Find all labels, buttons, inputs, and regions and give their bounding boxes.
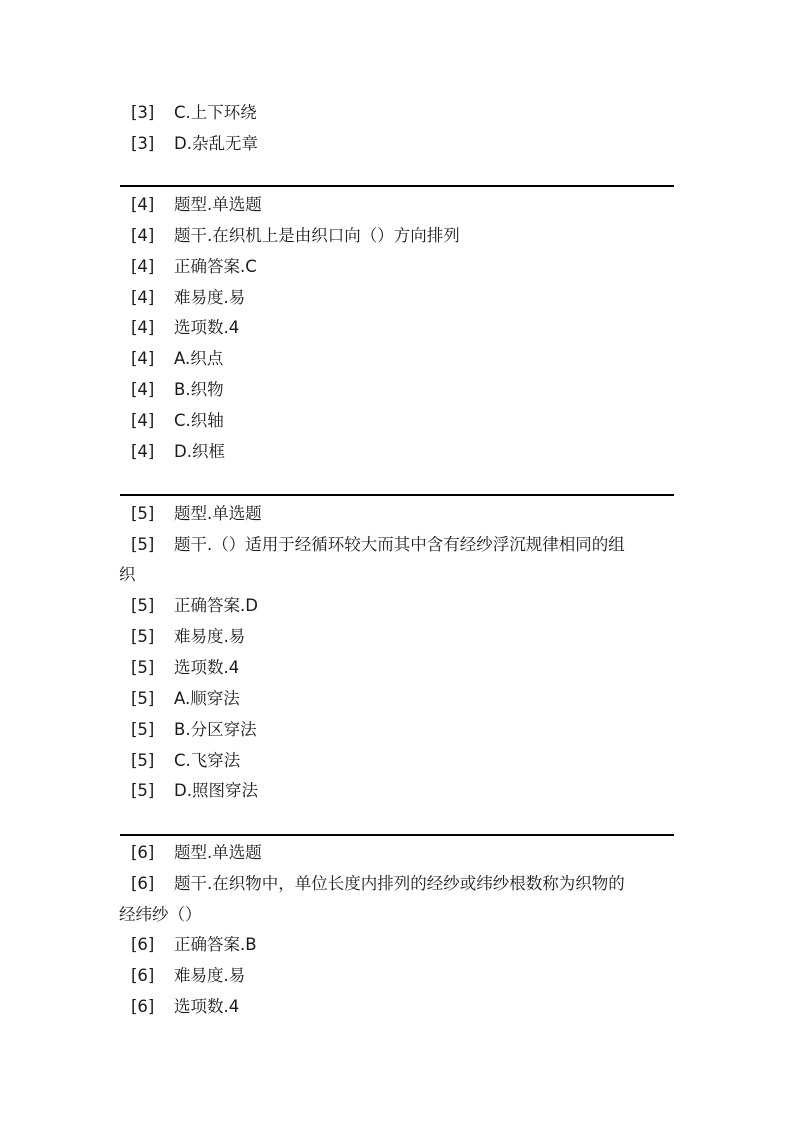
- q3-option-c-text: C.上下环绕: [174, 103, 257, 122]
- q6-option-count-text: 选项数.4: [174, 997, 240, 1016]
- q5-number: [5]: [131, 658, 155, 677]
- separator-rule: [120, 494, 674, 496]
- q4-option-b-text: B.织物: [174, 380, 224, 399]
- q4-type-text: 题型.单选题: [174, 195, 262, 214]
- q6-stem: [131, 874, 625, 894]
- q4-answer-text: 正确答案.C: [174, 257, 257, 276]
- q5-stem-continuation: 织: [119, 565, 136, 584]
- q4-stem: [131, 226, 460, 246]
- q5-type-text: 题型.单选题: [174, 504, 262, 523]
- q6-number: [6]: [131, 843, 155, 862]
- q5-option-c-text: C.飞穿法: [174, 751, 241, 770]
- q4-number: [4]: [131, 411, 155, 430]
- q4-answer: [131, 257, 257, 277]
- q5-number: [5]: [131, 504, 155, 523]
- q4-number: [4]: [131, 257, 155, 276]
- q5-option-d: [131, 781, 258, 801]
- q5-option-a-text: A.顺穿法: [174, 689, 240, 708]
- q3-number: [3]: [131, 134, 155, 153]
- q3-option-d: [131, 134, 258, 154]
- q6-option-count: [131, 997, 239, 1017]
- q4-number: [4]: [131, 349, 155, 368]
- q5-option-a: [131, 689, 240, 709]
- q6-difficulty: [131, 966, 245, 986]
- q5-number: [5]: [131, 689, 155, 708]
- q3-option-c: [131, 103, 257, 123]
- q4-number: [4]: [131, 226, 155, 245]
- q6-stem-continuation: 经纬纱（）: [119, 905, 202, 924]
- q4-option-a-text: A.织点: [174, 349, 224, 368]
- q4-number: [4]: [131, 442, 155, 461]
- q4-number: [4]: [131, 318, 155, 337]
- q4-number: [4]: [131, 380, 155, 399]
- q5-option-b-text: B.分区穿法: [174, 720, 257, 739]
- q5-option-count-text: 选项数.4: [174, 658, 240, 677]
- q5-number: [5]: [131, 596, 155, 615]
- q6-number: [6]: [131, 874, 155, 893]
- q6-number: [6]: [131, 966, 155, 985]
- q4-option-count: [131, 318, 239, 338]
- q5-answer: [131, 596, 258, 616]
- q6-type-text: 题型.单选题: [174, 843, 262, 862]
- q6-number: [6]: [131, 935, 155, 954]
- q6-answer-text: 正确答案.B: [174, 935, 257, 954]
- q4-option-c-text: C.织轴: [174, 411, 224, 430]
- q5-difficulty: [131, 627, 245, 647]
- q3-number: [3]: [131, 103, 155, 122]
- q4-option-d-text: D.织框: [174, 442, 225, 461]
- q5-number: [5]: [131, 627, 155, 646]
- q4-number: [4]: [131, 195, 155, 214]
- q6-answer: [131, 935, 257, 955]
- q5-type: [131, 504, 262, 524]
- separator-rule: [120, 185, 674, 187]
- q4-option-d: [131, 442, 225, 462]
- q4-option-a: [131, 349, 223, 369]
- q5-option-d-text: D.照图穿法: [174, 781, 258, 800]
- q4-difficulty-text: 难易度.易: [174, 288, 246, 307]
- q4-stem-text: 题干.在织机上是由织口向（）方向排列: [174, 226, 460, 245]
- q5-number: [5]: [131, 535, 155, 554]
- q5-answer-text: 正确答案.D: [174, 596, 258, 615]
- q5-number: [5]: [131, 781, 155, 800]
- q5-stem: [131, 535, 625, 555]
- q5-number: [5]: [131, 751, 155, 770]
- q3-option-d-text: D.杂乱无章: [174, 134, 258, 153]
- q4-type: [131, 195, 262, 215]
- q4-option-count-text: 选项数.4: [174, 318, 240, 337]
- q6-type: [131, 843, 262, 863]
- separator-rule: [120, 834, 674, 836]
- q4-number: [4]: [131, 288, 155, 307]
- q4-option-b: [131, 380, 224, 400]
- q6-number: [6]: [131, 997, 155, 1016]
- q5-number: [5]: [131, 720, 155, 739]
- q5-stem-text: 题干.（）适用于经循环较大而其中含有经纱浮沉规律相同的组: [174, 535, 625, 554]
- q4-option-c: [131, 411, 224, 431]
- q5-option-c: [131, 751, 240, 771]
- q5-difficulty-text: 难易度.易: [174, 627, 246, 646]
- q5-option-count: [131, 658, 239, 678]
- q6-stem-text: 题干.在织物中，单位长度内排列的经纱或纬纱根数称为织物的: [174, 874, 625, 893]
- q6-difficulty-text: 难易度.易: [174, 966, 246, 985]
- q5-option-b: [131, 720, 257, 740]
- q4-difficulty: [131, 288, 245, 308]
